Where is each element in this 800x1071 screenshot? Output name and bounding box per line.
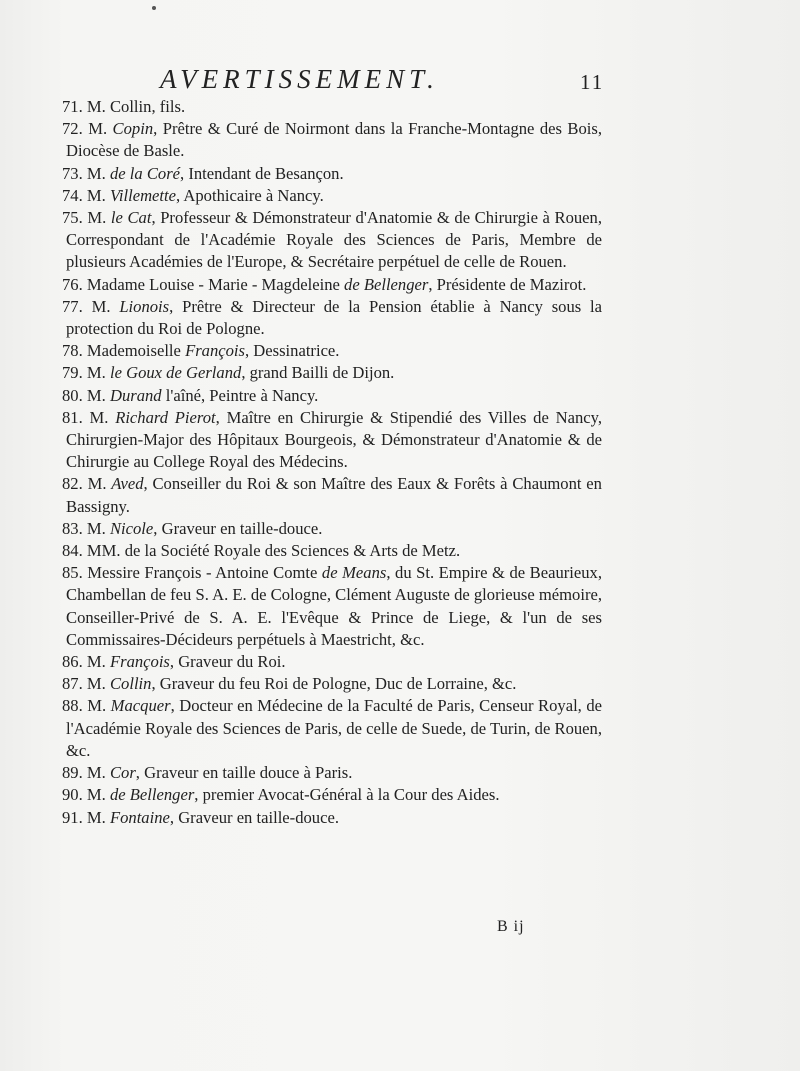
entry-number: 83. (62, 518, 83, 538)
list-item (62, 473, 602, 517)
entry-prefix: M. (86, 518, 110, 538)
list-item (62, 695, 602, 762)
entry-description: , Présidente de Mazirot. (428, 274, 587, 294)
entry-prefix: MM. de la Société Royale des Sciences & Arts de Metz. (86, 541, 461, 561)
entry-prefix: M. (87, 208, 111, 228)
entry-prefix: M. (86, 652, 110, 672)
entry-description: , Prêtre & Directeur de la Pension établie à Nancy sous la protection du Roi de Pologne. (66, 296, 603, 339)
entry-name: de la Coré (109, 163, 181, 183)
entry-description: , Apothicaire à Nancy. (176, 185, 324, 205)
list-item (62, 96, 602, 118)
entry-name: Collin (109, 674, 152, 694)
entry-name: Copin (112, 119, 154, 139)
entry-prefix: M. (87, 474, 112, 494)
entry-name: le Goux de Gerland (109, 363, 242, 383)
entry-number: 71. (62, 97, 83, 116)
entry-prefix: M. (86, 763, 110, 783)
entry-name: le Cat (110, 208, 152, 228)
entry-name: Richard Pierot (115, 407, 216, 427)
list-item (62, 562, 602, 651)
entry-prefix: M. (86, 385, 110, 405)
entry-name: de Bellenger (344, 274, 429, 294)
ink-spot (152, 6, 156, 10)
entry-name: Villemette (109, 185, 177, 205)
entry-name: François (185, 341, 245, 361)
entry-number: 85. (62, 563, 83, 583)
list-item (62, 518, 602, 540)
list-item (62, 762, 602, 784)
entry-number: 75. (62, 208, 83, 228)
list-item (62, 118, 602, 162)
entry-number: 73. (62, 163, 83, 183)
entry-name: Durand (109, 385, 162, 405)
entry-number: 88. (62, 696, 83, 716)
entry-description: , Graveur du feu Roi de Pologne, Duc de Lorraine, &c. (151, 674, 517, 694)
entry-description: , Docteur en Médecine de la Faculté de Paris, Censeur Royal, de l'Académie Royale des Sciences de Paris, de celle de Suede, de Turin, de Rouen, &c. (66, 696, 602, 760)
entry-prefix: M. (86, 363, 110, 383)
entry-description: , Maître en Chirurgie & Stipendié des Villes de Nancy, Chirurgien-Major des Hôpitaux Bourgeois, & Démonstrateur d'Anatomie & de Chirurgie au College Royal des Médecins. (66, 407, 602, 472)
entry-prefix: Mademoiselle (86, 341, 186, 361)
entry-number: 78. (62, 341, 83, 361)
subscriber-list (62, 96, 602, 829)
entry-number: 77. (62, 296, 83, 316)
entry-prefix: M. (86, 674, 110, 694)
entry-prefix: M. (86, 785, 110, 805)
entry-prefix: M. (89, 407, 116, 427)
list-item (62, 651, 602, 673)
entry-number: 76. (62, 274, 83, 294)
entry-prefix: M. (88, 119, 113, 139)
list-item (62, 362, 602, 384)
entry-description: , Graveur en taille douce à Paris. (135, 763, 353, 783)
list-item (62, 163, 602, 185)
entry-name: Nicole (109, 518, 154, 538)
list-item (62, 807, 602, 829)
entry-name: Aved (111, 474, 144, 494)
list-item (62, 296, 602, 340)
entry-prefix: M. (86, 185, 110, 205)
entry-name: Fontaine (109, 807, 170, 827)
entry-number: 86. (62, 652, 83, 672)
list-item (62, 340, 602, 362)
entry-description: , Professeur & Démonstrateur d'Anatomie & de Chirurgie à Rouen, Correspondant de l'Académie Royale des Sciences de Paris, Membre de plusieurs Académies de l'Europe, & Secrétaire perpétuel de celle de Rouen. (66, 208, 602, 272)
page-title: AVERTISSEMENT. (160, 64, 439, 94)
entry-prefix: M. (91, 296, 120, 316)
page-number: 11 (580, 70, 605, 94)
entry-prefix: Madame Louise - Marie - Magdeleine (86, 274, 345, 294)
entry-prefix: M. (86, 807, 110, 827)
entry-number: 84. (62, 541, 83, 561)
entry-prefix: M. (87, 696, 111, 716)
entry-prefix: M. (86, 163, 110, 183)
entry-number: 87. (62, 674, 83, 694)
list-item (62, 673, 602, 695)
entry-description: , du St. Empire & de Beaurieux, Chambellan de feu S. A. E. de Cologne, Clément Auguste de glorieuse mémoire, Conseiller-Privé de S. A. E. l'Evêque & Prince de Liege, & l'un de ses Commissaires-Décideurs perpétuels à Maestricht, &c. (66, 563, 602, 649)
entry-description: , Graveur en taille-douce. (153, 518, 323, 538)
entry-name: de Means (321, 563, 387, 583)
entry-name: Lionois (119, 296, 170, 316)
entry-description: , Graveur en taille-douce. (169, 807, 339, 827)
entry-name: François (109, 652, 170, 672)
list-item (62, 207, 602, 274)
entry-number: 74. (62, 185, 83, 205)
entry-name: de Bellenger (109, 785, 195, 805)
list-item (62, 385, 602, 407)
entry-number: 89. (62, 763, 83, 783)
entry-number: 80. (62, 385, 83, 405)
entry-name: Macquer (110, 696, 171, 716)
list-item (62, 784, 602, 806)
list-item (62, 407, 602, 474)
list-item (62, 274, 602, 296)
signature-mark: B ij (497, 918, 525, 935)
entry-prefix: M. Collin, fils. (86, 97, 186, 116)
entry-number: 82. (62, 474, 83, 494)
entry-description: , Prêtre & Curé de Noirmont dans la Franche-Montagne des Bois, Diocèse de Basle. (66, 119, 602, 161)
entry-name: Cor (109, 763, 136, 783)
entry-description: , Intendant de Besançon. (180, 163, 344, 183)
entry-description: , grand Bailli de Dijon. (241, 363, 395, 383)
entry-prefix: Messire François - Antoine Comte (87, 563, 322, 583)
entry-description: , premier Avocat-Général à la Cour des Aides. (194, 785, 500, 805)
entry-number: 81. (62, 407, 83, 427)
entry-description: , Graveur du Roi. (169, 652, 286, 672)
entry-number: 91. (62, 807, 83, 827)
entry-number: 72. (62, 119, 83, 139)
entry-description: , Dessinatrice. (244, 341, 340, 361)
list-item (62, 185, 602, 207)
entry-description: l'aîné, Peintre à Nancy. (161, 385, 319, 405)
entry-description: , Conseiller du Roi & son Maître des Eaux & Forêts à Chaumont en Bassigny. (66, 474, 602, 516)
list-item (62, 540, 602, 562)
entry-number: 79. (62, 363, 83, 383)
page-header (150, 64, 750, 98)
entry-number: 90. (62, 785, 83, 805)
